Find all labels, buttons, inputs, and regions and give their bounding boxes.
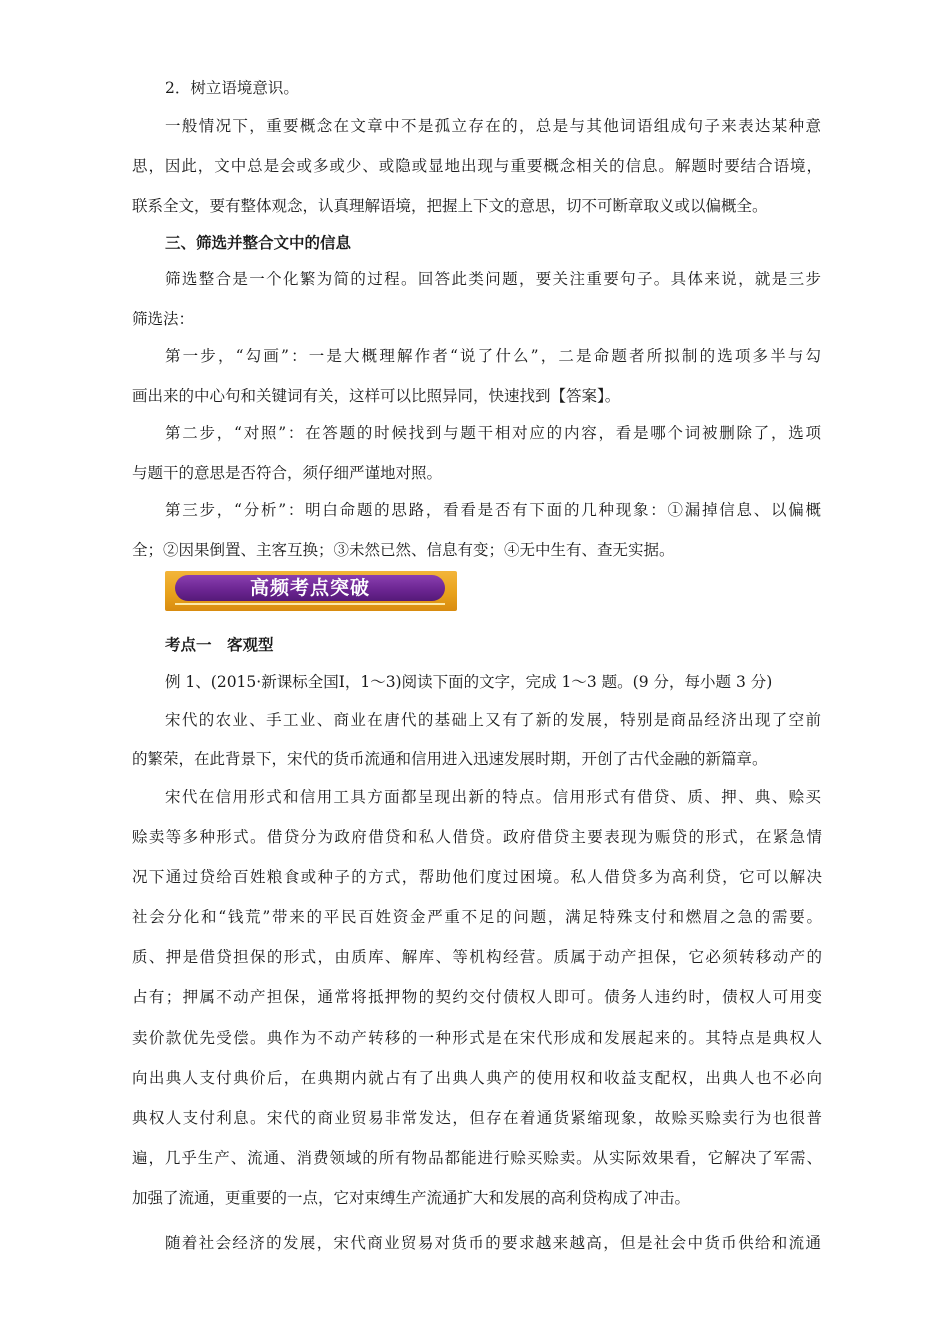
passage-p2-line: 社会分化和“钱荒”带来的平民百姓资金严重不足的问题，满足特殊支付和燃眉之急的需要。 (132, 908, 822, 926)
section3-heading: 三、筛选并整合文中的信息 (165, 233, 352, 252)
high-frequency-banner (165, 571, 457, 611)
section2-para-line: 思，因此，文中总是会或多或少、或隐或显地出现与重要概念相关的信息。解题时要结合语境， (132, 157, 822, 175)
banner-underline (175, 603, 445, 605)
section2-heading: 2．树立语境意识。 (165, 79, 299, 97)
section3-intro-line: 筛选整合是一个化繁为简的过程。回答此类问题，要关注重要句子。具体来说，就是三步 (165, 270, 821, 288)
passage-p2-line: 卖价款优先受偿。典作为不动产转移的一种形式是在宋代形成和发展起来的。其特点是典权人 (132, 1029, 822, 1047)
step3-line: 第三步，“分析”：明白命题的思路，看看是否有下面的几种现象：①漏掉信息、以偏概 (165, 501, 821, 519)
banner-ribbon (175, 575, 445, 601)
passage-p2-line: 遍，几乎生产、流通、消费领域的所有物品都能进行赊买赊卖。从实际效果看，它解决了军需、 (132, 1149, 822, 1167)
kaodian-heading: 考点一 客观型 (165, 635, 274, 654)
step2-line: 与题干的意思是否符合，须仔细严谨地对照。 (132, 464, 443, 482)
passage-p2-line: 况下通过贷给百姓粮食或种子的方式，帮助他们度过困境。私人借贷多为高利贷，它可以解决 (132, 868, 822, 886)
banner-title: 高频考点突破 (249, 577, 370, 599)
passage-p2-line: 向出典人支付典价后，在典期内就占有了出典人典产的使用权和收益支配权，出典人也不必向 (132, 1069, 822, 1087)
passage-p3-line: 随着社会经济的发展，宋代商业贸易对货币的要求越来越高，但是社会中货币供给和流通 (165, 1234, 821, 1252)
passage-p2-line: 赊卖等多种形式。借贷分为政府借贷和私人借贷。政府借贷主要表现为赈贷的形式，在紧急情 (132, 828, 822, 846)
step1-line: 第一步，“勾画”：一是大概理解作者“说了什么”，二是命题者所拟制的选项多半与勾 (165, 347, 821, 365)
section3-intro-line: 筛选法： (132, 310, 195, 328)
section2-para-line: 一般情况下，重要概念在文章中不是孤立存在的，总是与其他词语组成句子来表达某种意 (165, 117, 821, 135)
passage-p1-line: 宋代的农业、手工业、商业在唐代的基础上又有了新的发展，特别是商品经济出现了空前 (165, 711, 821, 729)
passage-p1-line: 的繁荣，在此背景下，宋代的货币流通和信用进入迅速发展时期，开创了古代金融的新篇章。 (132, 750, 768, 768)
step1-line: 画出来的中心句和关键词有关，这样可以比照异同，快速找到【答案】。 (132, 387, 621, 405)
passage-p2-line: 占有；押属不动产担保，通常将抵押物的契约交付债权人即可。债务人违约时，债权人可用变 (132, 988, 822, 1006)
passage-p2-line: 宋代在信用形式和信用工具方面都呈现出新的特点。信用形式有借贷、质、押、典、赊买 (165, 788, 821, 806)
step2-line: 第二步，“对照”：在答题的时候找到与题干相对应的内容，看是哪个词被删除了，选项 (165, 424, 821, 442)
step3-line: 全；②因果倒置、主客互换；③未然已然、信息有变；④无中生有、查无实据。 (132, 541, 675, 559)
example-line: 例 1、(2015·新课标全国Ⅰ，1～3)阅读下面的文字，完成 1～3 题。(9 分，每小题 3 分) (165, 673, 773, 691)
passage-p2-line: 加强了流通，更重要的一点，它对束缚生产流通扩大和发展的高利贷构成了冲击。 (132, 1189, 691, 1207)
passage-p2-line: 质、押是借贷担保的形式，由质库、解库、等机构经营。质属于动产担保，它必须转移动产的 (132, 948, 822, 966)
passage-p2-line: 典权人支付利息。宋代的商业贸易非常发达，但存在着通货紧缩现象，故赊买赊卖行为也很普 (132, 1109, 822, 1127)
section2-para-line: 联系全文，要有整体观念，认真理解语境，把握上下文的意思，切不可断章取义或以偏概全。 (132, 197, 768, 215)
